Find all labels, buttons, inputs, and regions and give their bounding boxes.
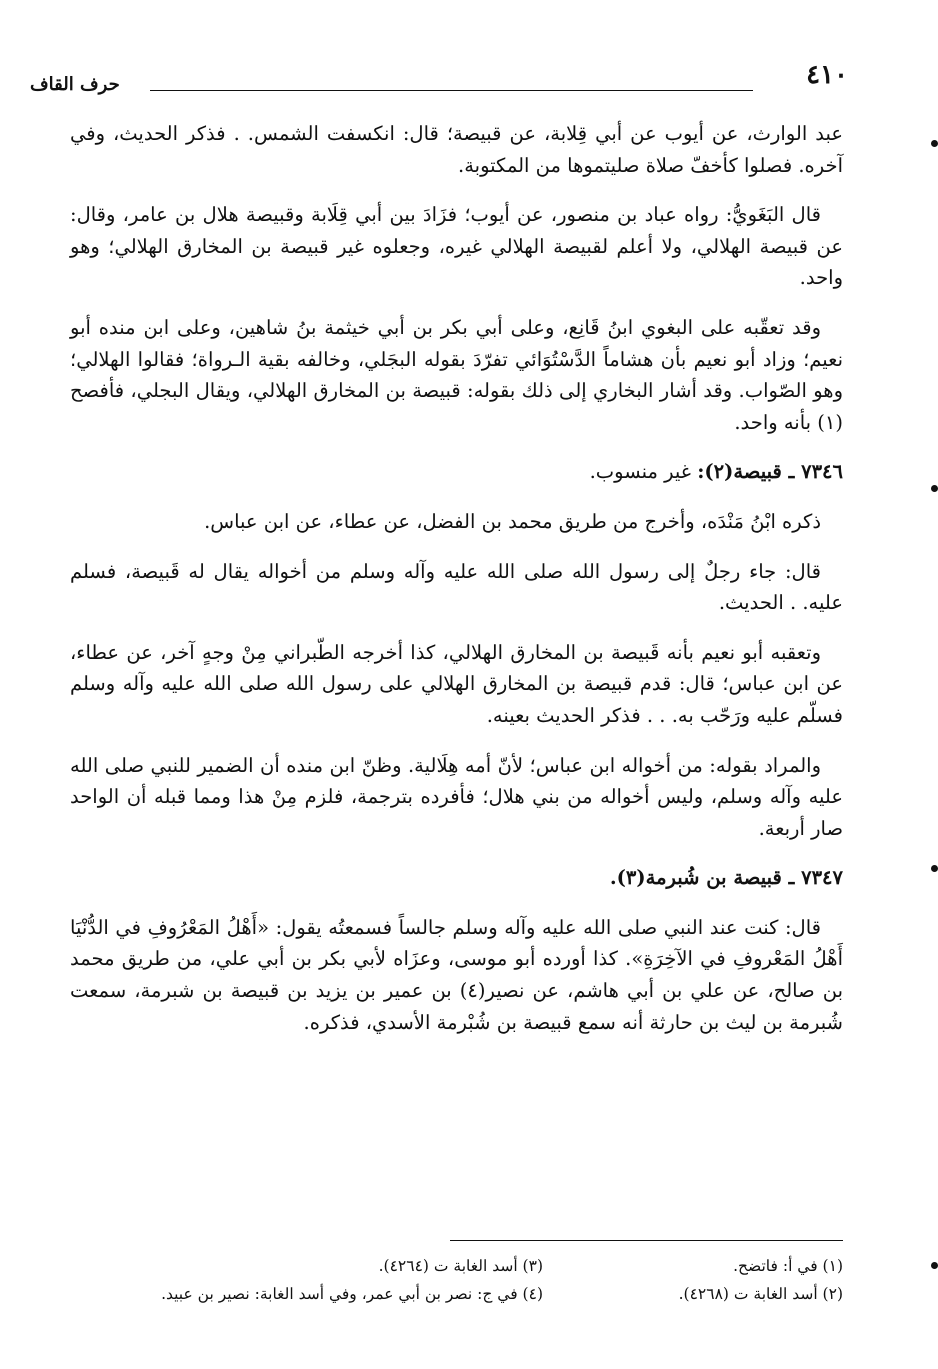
paragraph-1: عبد الوارث، عن أيوب عن أبي قِلابة، عن قبيصة؛ قال: انكسفت الشمس. . فذكر الحديث، وفي آخره. فصلوا كأخفّ صلاة صليتموها من المكتوبة. [70,122,843,177]
entry-7347-heading: ٧٣٤٧ ـ قبيصة بن شُبرمة(٣). [609,866,843,890]
entry-7346 [70,456,843,488]
footnote-rule [450,1240,843,1241]
paragraph-5: قال: جاء رجلٌ إلى رسول الله صلى الله عليه وآله وسلم من أخواله يقال له قَبيصة، فسلم عليه. . الحديث. [70,559,843,615]
scan-mark [931,140,938,147]
scan-mark [931,1262,938,1269]
paragraph-8: قال: كنت عند النبي صلى الله عليه وآله وسلم جالساً فسمعتُه يقول: «أَهْلُ المَعْرُوفِ في الدُّنْيَا أَهْلُ المَعْروفِ في الآخِرَةِ». كذا أورده أبو موسى، وعزَاه لأبي بكر بن أبي علي، من طريق محمد بن صالح، عن علي بن أبي هاشم، عن نصير(٤) بن عمير بن يزيد بن قبيصة بن شبرمة، سمعت شُبرمة بن ليث بن حارثة أنه سمع قبيصة بن شُبْرمة الأسدي، فذكره. [70,915,843,1034]
paragraph-2: قال البَغَويُّ: رواه عباد بن منصور، عن أيوب؛ فزَادَ بين أبي قِلَابة وقبيصة هلال بن عامر، وقال: عن قبيصة الهلالي، ولا أعلم لقبيصة الهلالي غيره، وجعلوه غير قبيصة بن المخارق الهلالي؛ وهو واحد. [70,203,843,290]
paragraph-3: وقد تعقّبه على البغوي ابنُ قَانِع، وعلى أبي بكر بن أبي خيثمة بنُ شاهين، وعلى ابن منده أبو نعيم؛ وزاد أبو نعيم بأن هشاماً الدَّسْتُوَائي تفرّدَ بقوله البجَلي، وخالفه بقية الـرواة؛ فقالوا الهلالي؛ وهو الصّواب. وقد أشار البخاري إلى ذلك بقوله: قبيصة بن المخارق الهلالي، ويقال البجلي، فأفصح (١) بأنه واحد. [70,315,843,434]
paragraph-4: ذكره ابْنُ مَنْدَه، وأخرج من طريق محمد بن الفضل، عن عطاء، عن ابن عباس. [204,509,821,533]
paragraph-6: وتعقبه أبو نعيم بأنه قَبيصة بن المخارق الهلالي، كذا أخرجه الطّبراني مِنْ وجهٍ آخر، عن عطاء، عن ابن عباس؛ قال: قدم قبيصة بن المخارق الهلالي على رسول الله صلى الله عليه وآله وسلم فسلّم عليه ورَحّب به. . . فذكر الحديث بعينه. [70,640,843,727]
entry-7346-heading: ٧٣٤٦ ـ قبيصة(٢): [697,460,843,484]
scan-mark [931,485,938,492]
paragraph-7: والمراد بقوله: من أخواله ابن عباس؛ لأنّ أمه هِلَالية. وظنّ ابن منده أن الضمير للنبي صلى الله عليه وآله وسلم، وليس أخواله من بني هلال؛ فأفرده بترجمة، فلزم مِنْ هذا ومما قبله أن الواحد صار أربعة. [70,753,843,840]
entry-7346-text: غير منسوب. [589,460,698,484]
footnote-2: (٢) أسد الغابة ت (٤٢٦٨). [678,1285,843,1303]
scan-mark [931,865,938,872]
header-rule [150,90,753,91]
footnotes [70,1252,843,1308]
footnote-4: (٤) في ج: نصر بن أبي عمر، وفي أسد الغابة: نصير بن عبيد. [161,1285,543,1303]
page-header [30,58,848,98]
entry-7347 [70,862,843,894]
page-body [70,118,843,1056]
footnote-row-1 [70,1252,843,1280]
footnote-row-2 [70,1280,843,1308]
page-number: ٤١٠ [806,60,848,90]
footnote-1: (١) في أ: فاتضح. [733,1257,843,1275]
footnote-3: (٣) أسد الغابة ت (٤٢٦٤). [378,1257,543,1275]
chapter-title: حرف القاف [30,74,120,95]
